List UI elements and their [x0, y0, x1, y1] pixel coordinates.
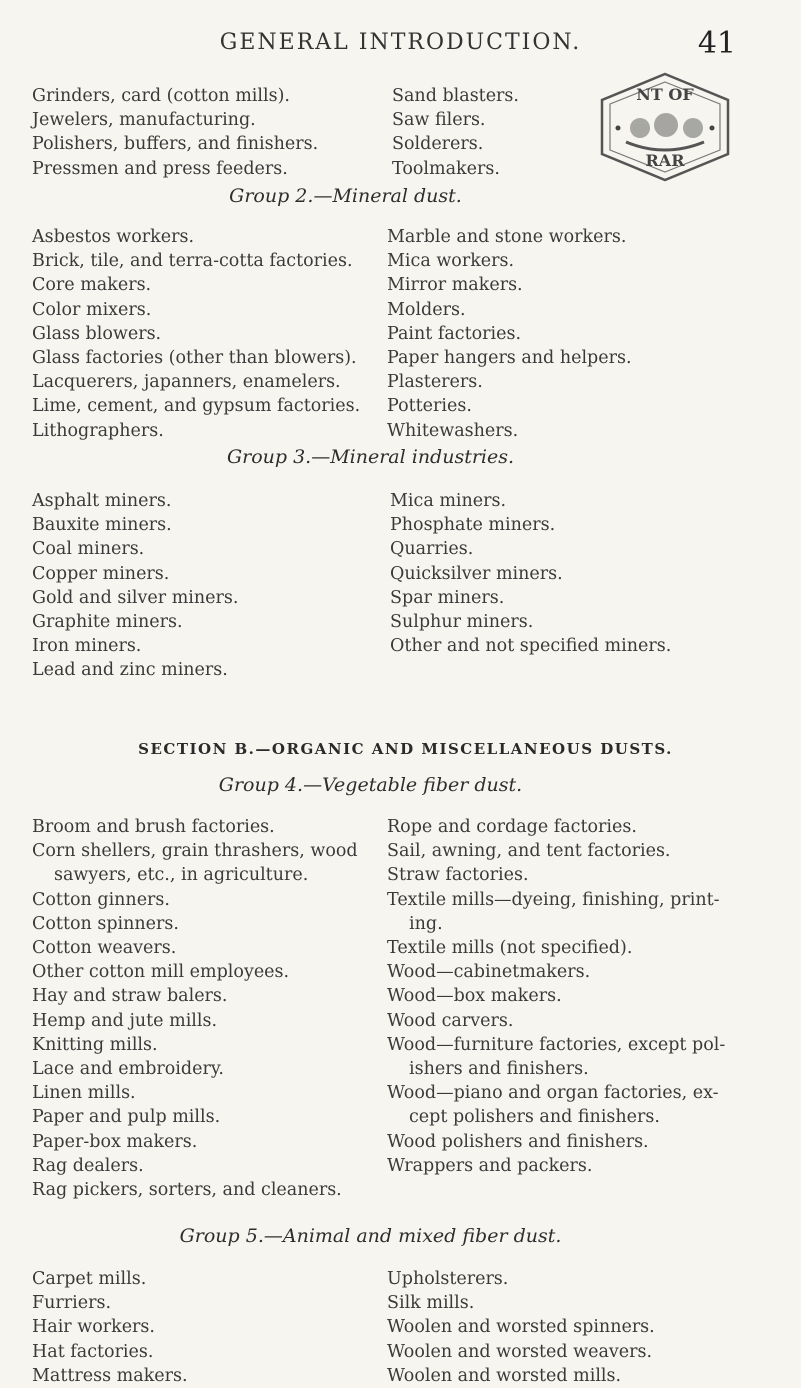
list-item: Potteries. — [387, 396, 472, 417]
list-item: Cotton weavers. — [32, 938, 177, 959]
list-item: Wood polishers and finishers. — [387, 1131, 649, 1152]
group-4-list-right — [387, 815, 725, 1178]
list-item: Textile mills—dyeing, finishing, print- — [387, 889, 720, 910]
list-item: Bauxite miners. — [32, 515, 172, 536]
list-item: Toolmakers. — [392, 158, 500, 179]
list-item: Knitting mills. — [32, 1034, 158, 1055]
list-item-continuation: sawyers, etc., in agriculture. — [54, 865, 309, 886]
list-item: Gold and silver miners. — [32, 587, 239, 608]
list-item: Marble and stone workers. — [387, 227, 627, 247]
group-4-list-left — [32, 815, 358, 1202]
list-item-continuation: ishers and finishers. — [409, 1059, 589, 1080]
list-item: Lead and zinc miners. — [32, 660, 228, 681]
list-item: Furriers. — [32, 1293, 112, 1314]
list-item: Jewelers, manufacturing. — [32, 110, 256, 131]
list-item: Asbestos workers. — [32, 227, 195, 247]
stamp-bottom-text: RAR — [645, 151, 685, 170]
list-item: Iron miners. — [32, 636, 142, 657]
list-item: Silk mills. — [387, 1293, 475, 1314]
list-item: Quarries. — [390, 539, 474, 560]
list-item: Lime, cement, and gypsum factories. — [32, 396, 361, 417]
list-item: Mica workers. — [387, 251, 515, 272]
list-item: Paint factories. — [387, 323, 522, 344]
list-item-continuation: ing. — [409, 913, 443, 934]
list-item: Wood—cabinetmakers. — [387, 962, 591, 983]
list-item: Hay and straw balers. — [32, 986, 228, 1007]
list-item: Phosphate miners. — [390, 515, 556, 536]
list-item: Woolen and worsted mills. — [387, 1365, 622, 1386]
list-item: Hemp and jute mills. — [32, 1010, 218, 1031]
list-item: Pressmen and press feeders. — [32, 158, 288, 179]
page-header — [0, 26, 801, 61]
list-item: Whitewashers. — [387, 420, 519, 441]
list-item: Woolen and worsted weavers. — [387, 1341, 653, 1362]
list-item: Polishers, buffers, and finishers. — [32, 134, 319, 155]
list-item: Plasterers. — [387, 372, 483, 393]
list-item: Mica miners. — [390, 491, 507, 511]
list-item: Saw filers. — [392, 110, 486, 131]
list-item: Wrappers and packers. — [387, 1155, 593, 1176]
stamp-top-text: NT OF — [636, 85, 694, 104]
list-item: Upholsterers. — [387, 1269, 509, 1289]
group-2-list-right — [387, 225, 632, 443]
list-item: Textile mills (not specified). — [387, 938, 633, 959]
list-item: Lithographers. — [32, 420, 164, 441]
list-item: Other and not specified miners. — [390, 636, 672, 657]
list-item: Rag pickers, sorters, and cleaners. — [32, 1180, 342, 1201]
list-item: Wood carvers. — [387, 1010, 514, 1031]
list-item: Hat factories. — [32, 1341, 154, 1362]
group-5-list-right — [387, 1267, 655, 1388]
list-item: Grinders, card (cotton mills). — [32, 86, 290, 106]
library-stamp-icon — [596, 70, 734, 184]
list-item: Paper-box makers. — [32, 1131, 198, 1152]
group-5-heading: Group 5.—Animal and mixed fiber dust. — [179, 1225, 562, 1247]
list-item: Mattress makers. — [32, 1365, 188, 1386]
list-item: Paper and pulp mills. — [32, 1107, 221, 1128]
section-b-heading: SECTION B.—ORGANIC AND MISCELLANEOUS DUSTS. — [138, 740, 673, 758]
list-item: Straw factories. — [387, 865, 529, 886]
page-number: 41 — [697, 26, 736, 61]
list-item: Mirror makers. — [387, 275, 523, 296]
list-item: Spar miners. — [390, 587, 505, 608]
list-item: Graphite miners. — [32, 612, 183, 633]
list-item: Corn shellers, grain thrashers, wood — [32, 841, 358, 862]
group-5-list-left — [32, 1267, 188, 1388]
list-item: Core makers. — [32, 275, 152, 296]
intro-list-right — [392, 84, 519, 181]
list-item: Carpet mills. — [32, 1269, 147, 1289]
list-item: Cotton spinners. — [32, 913, 179, 934]
list-item: Cotton ginners. — [32, 889, 170, 910]
list-item: Coal miners. — [32, 539, 145, 560]
list-item: Glass factories (other than blowers). — [32, 348, 357, 369]
list-item: Rag dealers. — [32, 1155, 144, 1176]
list-item: Wood—piano and organ factories, ex- — [387, 1083, 719, 1104]
list-item: Hair workers. — [32, 1317, 155, 1338]
list-item: Rope and cordage factories. — [387, 817, 637, 837]
list-item: Lacquerers, japanners, enamelers. — [32, 372, 341, 393]
group-3-list-left — [32, 489, 238, 683]
list-item: Color mixers. — [32, 299, 152, 320]
group-3-list-right — [390, 489, 671, 658]
list-item: Lace and embroidery. — [32, 1059, 224, 1080]
list-item: Sand blasters. — [392, 86, 519, 106]
group-2-list-left — [32, 225, 360, 443]
list-item: Paper hangers and helpers. — [387, 348, 632, 369]
list-item: Solderers. — [392, 134, 484, 155]
list-item: Quicksilver miners. — [390, 563, 563, 584]
list-item: Brick, tile, and terra-cotta factories. — [32, 251, 353, 272]
list-item: Linen mills. — [32, 1083, 136, 1104]
list-item: Asphalt miners. — [32, 491, 172, 511]
list-item: Sail, awning, and tent factories. — [387, 841, 671, 862]
running-title: GENERAL INTRODUCTION. — [219, 30, 582, 55]
intro-list-left — [32, 84, 318, 181]
list-item: Copper miners. — [32, 563, 170, 584]
list-item-continuation: cept polishers and finishers. — [409, 1107, 660, 1128]
list-item: Sulphur miners. — [390, 612, 534, 633]
group-2-heading: Group 2.—Mineral dust. — [229, 185, 462, 207]
list-item: Wood—box makers. — [387, 986, 562, 1007]
list-item: Wood—furniture factories, except pol- — [387, 1034, 726, 1055]
list-item: Molders. — [387, 299, 466, 320]
group-3-heading: Group 3.—Mineral industries. — [226, 446, 515, 468]
group-4-heading: Group 4.—Vegetable fiber dust. — [218, 774, 523, 796]
list-item: Other cotton mill employees. — [32, 962, 290, 983]
list-item: Glass blowers. — [32, 323, 162, 344]
list-item: Broom and brush factories. — [32, 817, 275, 837]
list-item: Woolen and worsted spinners. — [387, 1317, 655, 1338]
